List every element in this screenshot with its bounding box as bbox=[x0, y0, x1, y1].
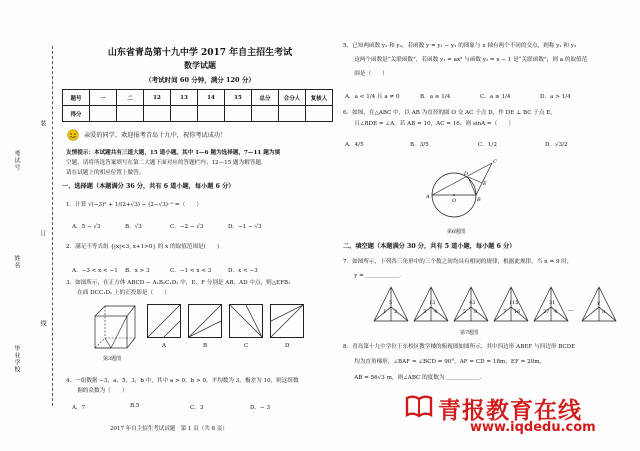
triangle-number: 2 bbox=[394, 309, 398, 315]
exam-info: （考试时间 60 分钟，满分 120 分） bbox=[145, 76, 255, 84]
score-cell[interactable] bbox=[279, 106, 306, 122]
exam-no-label: 考试号 bbox=[13, 150, 20, 171]
q3-label-b: B bbox=[203, 343, 208, 349]
tip-line-3: 请在试题上的相应位置上做答。 bbox=[66, 170, 145, 176]
q4-line-2: 据的众数为（ ） bbox=[66, 388, 128, 394]
score-cell: 15 bbox=[225, 90, 252, 106]
score-table bbox=[62, 89, 333, 122]
q5-line-1: 5．已知两函数 y₁ 和 y₂，若函数 y = y₁ − y₂ 的图象与 x 轴有两个不同的交点，则称 y₁ 和 y₂ bbox=[343, 43, 577, 49]
q4-option-d[interactable]: D．− 3 bbox=[250, 405, 271, 411]
fig-label: C bbox=[493, 159, 497, 165]
score-row-header bbox=[63, 90, 333, 106]
q6-option-b[interactable]: B．3/5 bbox=[410, 142, 429, 148]
triangle-number: 5 bbox=[389, 300, 393, 306]
line-label: 线 bbox=[39, 320, 46, 327]
q6-option-c[interactable]: C．1/2 bbox=[478, 142, 497, 148]
score-cell: 复核人 bbox=[306, 90, 333, 106]
score-cell: 14 bbox=[198, 90, 225, 106]
triangle-number: 8 bbox=[474, 309, 478, 315]
exam-title: 山东省青岛第十九中学 2017 年自主招生考试 bbox=[107, 48, 293, 58]
q2-stem: 2．满足不等式组 {|x|<3, x+1>0} 的 x 的取值范围是( ) bbox=[66, 244, 220, 250]
score-cell: 一 bbox=[90, 90, 117, 106]
q2-option-b[interactable]: B．x > 3 bbox=[125, 268, 150, 274]
name-label: 姓名 bbox=[13, 255, 20, 269]
cube-figure bbox=[92, 302, 138, 352]
fig-label: E bbox=[483, 181, 487, 187]
pattern-triangle bbox=[494, 287, 528, 321]
q7-caption: 第7题图 bbox=[460, 330, 479, 336]
triangle-number: 13 bbox=[429, 300, 436, 306]
triangle-number: 4 bbox=[554, 309, 558, 315]
section-2-heading: 二、填空题（本题满分 30 分，共有 5 道小题，每小题 6 分） bbox=[343, 243, 516, 250]
fig-label: B bbox=[477, 197, 481, 203]
q6-caption: 第6题图 bbox=[447, 229, 466, 235]
q4-option-b[interactable]: B.5 bbox=[130, 403, 140, 409]
triangle-number: 5 bbox=[463, 309, 467, 315]
book-logo-icon bbox=[405, 393, 433, 419]
score-row-values bbox=[63, 106, 333, 122]
q3-option-d-figure[interactable] bbox=[270, 304, 304, 338]
q7-triangles-figure bbox=[372, 283, 622, 325]
triangle-number: n bbox=[602, 309, 606, 315]
q4-option-a[interactable]: A．7 bbox=[72, 405, 86, 411]
watermark-url[interactable]: www.iqdedu.com bbox=[470, 420, 596, 435]
page-footer: 2017 年自主招生考试试题 第 1 页（共 8 页） bbox=[110, 426, 228, 432]
q7-line-2: y = ＿＿＿＿＿＿． bbox=[343, 273, 405, 279]
q3-label-a: A bbox=[162, 343, 167, 349]
q4-line-1: 4．一组数据 −3，a，5，3，b 中，其中 a > 0，b > 0，平均数为 3，极差为 10，则这组数 bbox=[66, 378, 299, 384]
ellipsis-mark: … bbox=[568, 306, 574, 313]
pattern-triangle bbox=[582, 287, 616, 321]
score-cell: 总分 bbox=[252, 90, 279, 106]
score-cell[interactable] bbox=[306, 106, 333, 122]
score-cell: 合分人 bbox=[279, 90, 306, 106]
score-cell: 二 bbox=[117, 90, 144, 106]
q3-option-b-figure[interactable] bbox=[188, 304, 222, 338]
q2-option-a[interactable]: A．−3 < x < −1 bbox=[72, 268, 118, 274]
order-label: 订 bbox=[39, 230, 46, 237]
smiley-icon bbox=[66, 129, 80, 141]
q1-option-d[interactable]: D．−1 − √3 bbox=[228, 224, 262, 230]
tip-line-2: 空题，请将所选答案填写在第二大题下面对应的答题栏内；12—15 题为解答题， bbox=[66, 160, 267, 166]
q1-option-c[interactable]: C．−2 − √3 bbox=[170, 224, 204, 230]
q5-line-2: 这两个函数是“关联函数”，若函数 y₁ = ax² 与函数 y₂ = x − 1 是“关联函数”，则 a 的取值范 bbox=[343, 57, 588, 63]
score-cell: 13 bbox=[171, 90, 198, 106]
q1-option-a[interactable]: A．5 − √3 bbox=[72, 224, 101, 230]
score-cell: 12 bbox=[144, 90, 171, 106]
score-cell: 得分 bbox=[63, 106, 90, 122]
triangle-number: 16 bbox=[514, 309, 521, 315]
score-cell[interactable] bbox=[252, 106, 279, 122]
q5-option-a[interactable]: A．a < 1/4 且 a ≠ 0 bbox=[345, 94, 400, 100]
q1-option-b[interactable]: B．√3 bbox=[125, 224, 142, 230]
triangle-number: 1 bbox=[383, 309, 387, 315]
pattern-triangle bbox=[374, 287, 408, 321]
triangle-number: y bbox=[597, 300, 600, 306]
score-cell[interactable] bbox=[171, 106, 198, 122]
fig-label: O bbox=[452, 198, 457, 204]
score-cell[interactable] bbox=[198, 106, 225, 122]
seal-label: 装 bbox=[39, 120, 46, 127]
triangle-number: 7 bbox=[503, 309, 507, 315]
score-cell[interactable] bbox=[225, 106, 252, 122]
q3-label-d: D bbox=[285, 343, 290, 349]
watermark-title: 青报教育在线 bbox=[438, 398, 582, 424]
triangle-number: 31 bbox=[549, 300, 556, 306]
q2-option-c[interactable]: C．−1 < x < 3 bbox=[170, 268, 212, 274]
triangle-number: 43 bbox=[469, 300, 476, 306]
school-label: 毕业学校 bbox=[13, 345, 20, 373]
q6-circle-figure bbox=[420, 155, 500, 225]
pattern-triangle bbox=[534, 287, 568, 321]
pattern-triangle bbox=[454, 287, 488, 321]
q5-line-3: 围是（ ） bbox=[343, 71, 388, 77]
fig-label: D bbox=[464, 171, 469, 177]
q5-option-d[interactable]: D．a > 1/4 bbox=[540, 94, 571, 100]
score-cell[interactable] bbox=[117, 106, 144, 122]
q3-option-c-figure[interactable] bbox=[229, 304, 263, 338]
q4-option-c[interactable]: C．3 bbox=[190, 405, 204, 411]
q6-option-d[interactable]: D．√3/2 bbox=[545, 142, 568, 148]
triangle-number: 4 bbox=[434, 309, 438, 315]
pattern-triangle bbox=[414, 287, 448, 321]
q8-line-1: 8．青岛第十九中学位于东校区教学楼的俯视图如图所示，其中四边形 ABEF 与四边形 BCDE bbox=[343, 344, 576, 350]
q6-line-1: 6．如图，在△ABC 中，以 AB 为直径的圆 O 交 AC 于点 D，作 DE ⊥ BC 于点 E， bbox=[343, 110, 556, 116]
greeting-text: 亲爱的同学，欢迎报考青岛十九中，祝你考试成功！ bbox=[84, 132, 227, 139]
q8-line-3: AB = 56√3 m，则∠ABC 的度数为 ＿＿＿＿＿＿． bbox=[343, 375, 486, 381]
fig-label: A bbox=[426, 194, 430, 200]
triangle-number: 115 bbox=[509, 300, 519, 306]
q2-option-d[interactable]: D．x < −3 bbox=[228, 268, 258, 274]
score-cell[interactable] bbox=[90, 106, 117, 122]
q3-line-2: 在面 DCC₁D₁ 上的正投影是（ ） bbox=[66, 290, 170, 296]
q5-option-b[interactable]: B．a ≥ 1/4 bbox=[420, 94, 451, 100]
tip-line-1: 友情提示：本试题共有三道大题，15 道小题。其中 1—6 题为选择题，7—11 题为填 bbox=[66, 150, 281, 156]
q6-option-a[interactable]: A．4/5 bbox=[345, 142, 364, 148]
q1-stem: 1．计算 √(−3)² + 1/(2+√3) − (2−√3)⁻¹ =（ ） bbox=[66, 202, 202, 208]
score-cell: 题号 bbox=[63, 90, 90, 106]
q6-line-2: 且∠BDE = ∠A，若 AB = 10，AC = 16，则 sinA =（ ） bbox=[343, 121, 514, 127]
subject-title: 数学试题 bbox=[184, 60, 216, 70]
q3-line-1: 3．如图所示，在正方体 ABCD − A₁B₁C₁D₁ 中，E、F 分别是 AB、AD 中点，则△EFB₁ bbox=[66, 280, 291, 286]
q3-caption: 第3题图 bbox=[103, 356, 122, 362]
binding-dash-line bbox=[52, 46, 53, 406]
q3-label-c: C bbox=[244, 343, 249, 349]
triangle-number: 3 bbox=[423, 309, 427, 315]
score-cell[interactable] bbox=[144, 106, 171, 122]
section-1-heading: 一、选择题（本题满分 36 分，共有 6 道小题，每小题 6 分） bbox=[62, 183, 235, 190]
q8-line-2: 均为直角梯形，∠BAF = ∠BCD = 90°，AF = CD = 18m，EF = 20m， bbox=[343, 359, 546, 365]
triangle-number: 27 bbox=[543, 309, 550, 315]
q7-line-1: 7．如图所示，下列各三角形中的三个数之间均具有相同的规律，根据此规律，当 n = 9 时， bbox=[343, 259, 573, 265]
q3-option-a-figure[interactable] bbox=[147, 304, 181, 338]
q5-option-c[interactable]: C．a ≤ 1/4 bbox=[480, 94, 511, 100]
